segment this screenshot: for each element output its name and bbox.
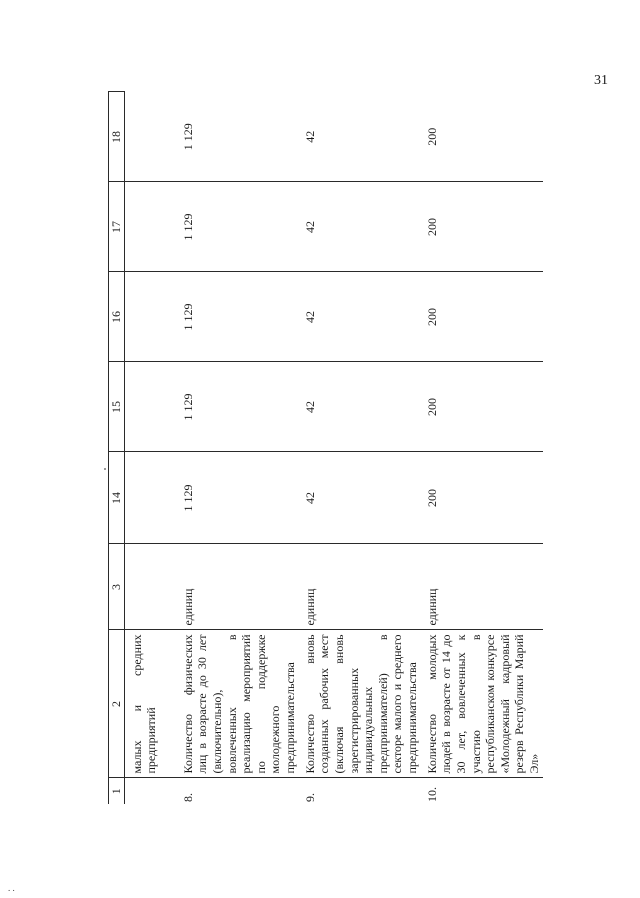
column-header: 2 xyxy=(109,630,125,778)
indicator-name xyxy=(420,630,543,778)
unit-of-measure: единиц xyxy=(420,544,543,630)
indicator-name xyxy=(124,630,176,778)
value-cell: 42 xyxy=(298,272,420,362)
rotated-table-wrapper xyxy=(108,92,541,804)
scan-dot xyxy=(104,468,106,470)
indicator-name-text: Количество молодых людей в возрасте от 14 до 30 лет, вовлеченных к участию в республиканском конкурсе «Молодежный кадровый резерв Республики Марий Эл» xyxy=(424,634,541,774)
column-header: 16 xyxy=(109,272,125,362)
indicator-name-text: Количество физических лиц в возрасте до 30 лет (включительно), вовлеченных в реализацию мероприятий по поддержке молодежного предпринимательства xyxy=(180,634,297,774)
unit-of-measure: единиц xyxy=(176,544,298,630)
row-number xyxy=(124,778,176,804)
value-cell: 42 xyxy=(298,92,420,182)
indicator-name-text: Количество вновь созданных рабочих мест (включая вновь зарегистрированных индивидуальных предпринимателей) в секторе малого и среднего предпринимательства xyxy=(302,634,419,774)
row-number: 10. xyxy=(424,787,439,802)
margin-marks: . . xyxy=(8,883,15,893)
column-header: 1 xyxy=(109,778,125,804)
unit-of-measure xyxy=(124,544,176,630)
value-cell xyxy=(124,362,176,452)
value-cell: 1 129 xyxy=(176,362,298,452)
table-row xyxy=(176,92,298,804)
value-cell: 1 129 xyxy=(176,272,298,362)
column-header: 15 xyxy=(109,362,125,452)
value-cell: 1 129 xyxy=(176,452,298,544)
value-cell: 42 xyxy=(298,182,420,272)
table-row xyxy=(124,92,176,804)
value-cell xyxy=(124,92,176,182)
value-cell: 42 xyxy=(298,362,420,452)
value-cell: 200 xyxy=(420,362,543,452)
value-cell xyxy=(124,182,176,272)
value-cell xyxy=(124,452,176,544)
table-row xyxy=(298,92,420,804)
value-cell: 200 xyxy=(420,182,543,272)
value-cell: 200 xyxy=(420,452,543,544)
indicator-name xyxy=(176,630,298,778)
row-number: 9. xyxy=(302,793,317,802)
row-number: 8. xyxy=(180,793,195,802)
table-header-row xyxy=(109,92,125,804)
value-cell: 200 xyxy=(420,92,543,182)
page-number: 31 xyxy=(594,73,608,88)
table-row xyxy=(420,92,543,804)
column-header: 17 xyxy=(109,182,125,272)
column-header: 18 xyxy=(109,92,125,182)
value-cell: 1 129 xyxy=(176,92,298,182)
column-header: 14 xyxy=(109,452,125,544)
value-cell xyxy=(124,272,176,362)
indicator-name xyxy=(298,630,420,778)
indicator-name-text: малых и средних предприятий xyxy=(129,634,159,774)
data-table xyxy=(108,92,543,805)
value-cell: 42 xyxy=(298,452,420,544)
value-cell: 200 xyxy=(420,272,543,362)
value-cell: 1 129 xyxy=(176,182,298,272)
unit-of-measure: единиц xyxy=(298,544,420,630)
column-header: 3 xyxy=(109,544,125,630)
